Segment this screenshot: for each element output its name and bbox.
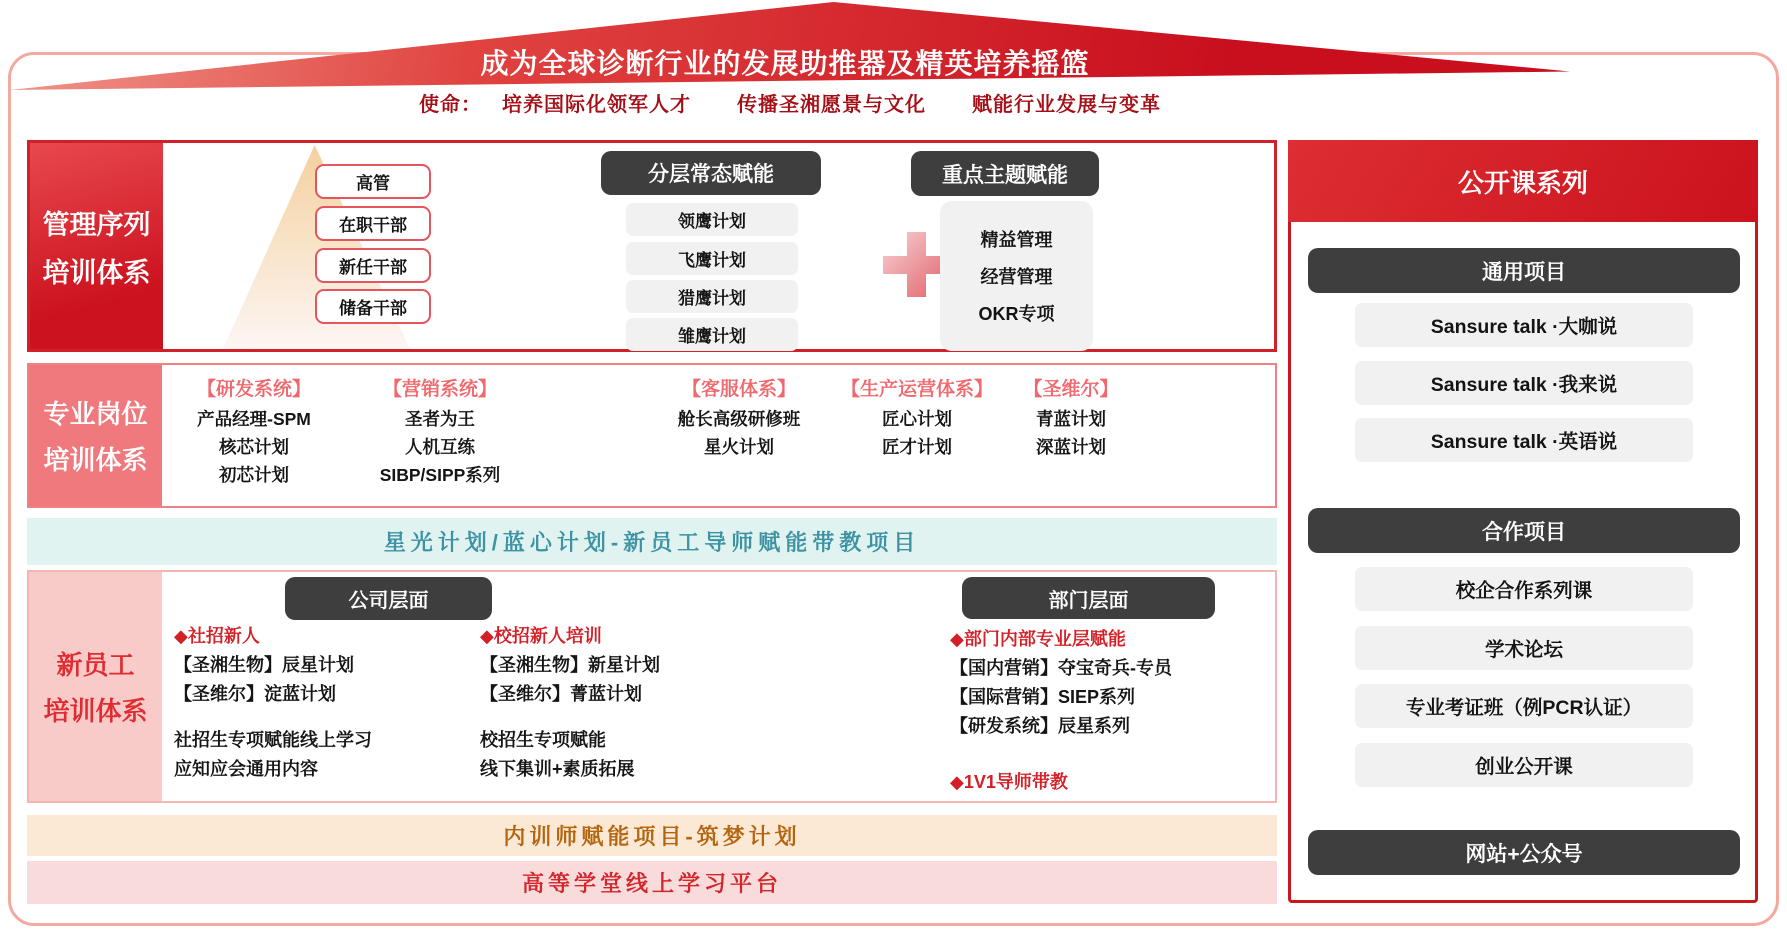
management-section — [27, 140, 1277, 352]
rail-line: 新员工 — [56, 650, 135, 680]
column-item: 圣者为王 — [405, 409, 475, 429]
key-theme-program: OKR专项 — [978, 304, 1055, 324]
mentor-1v1-label: ◆1V1导师带教 — [950, 772, 1068, 792]
new-employee-rail — [29, 572, 162, 801]
column-header: 【客服体系】 — [681, 379, 796, 400]
general-project-item: Sansure talk ·大咖说 — [1355, 303, 1693, 347]
learning-platform-banner: 高等学堂线上学习平台 — [27, 861, 1277, 904]
layered-program: 领鹰计划 — [626, 203, 798, 236]
new-employee-section — [27, 570, 1277, 803]
trainer-program-banner: 内训师赋能项目-筑梦计划 — [27, 815, 1277, 856]
column-item: 【圣湘生物】新星计划 — [480, 655, 660, 675]
column-item: 【研发系统】辰星系列 — [950, 716, 1130, 736]
professional-column-rd — [197, 374, 311, 489]
department-column — [950, 625, 1172, 797]
column-note: 校招生专项赋能 — [480, 730, 606, 750]
rail-line: 培训体系 — [42, 257, 151, 288]
column-item: 核芯计划 — [218, 437, 289, 457]
general-project-item: Sansure talk ·我来说 — [1355, 361, 1693, 405]
column-title: ◆社招新人 — [174, 626, 260, 646]
key-theme-program: 精益管理 — [980, 230, 1053, 250]
cooperation-project-item: 创业公开课 — [1355, 743, 1693, 787]
campus-recruit-column — [480, 622, 660, 784]
column-header: 【生产运营体系】 — [840, 379, 994, 400]
key-theme-header: 重点主题赋能 — [911, 151, 1099, 196]
column-item: 【圣维尔】菁蓝计划 — [480, 684, 642, 704]
professional-column-service — [678, 374, 801, 461]
layered-program: 雏鹰计划 — [626, 318, 798, 351]
column-item: 舱长高级研修班 — [677, 409, 801, 429]
key-theme-box — [940, 201, 1093, 351]
rail-line: 培训体系 — [43, 445, 148, 475]
column-item: 【圣湘生物】辰星计划 — [174, 655, 354, 675]
column-note: 应知应会通用内容 — [174, 759, 318, 779]
column-item: 匠心计划 — [881, 409, 952, 429]
column-header: 【圣维尔】 — [1023, 379, 1119, 400]
column-title: ◆校招新人培训 — [480, 626, 602, 646]
social-recruit-column — [174, 622, 372, 784]
rail-line: 培训体系 — [43, 696, 148, 726]
layered-enablement-header: 分层常态赋能 — [601, 151, 821, 195]
company-level-header: 公司层面 — [285, 577, 492, 620]
general-project-item: Sansure talk ·英语说 — [1355, 418, 1693, 462]
open-course-panel — [1288, 140, 1758, 903]
mission-item: 赋能行业发展与变革 — [972, 94, 1161, 116]
cooperation-project-item: 学术论坛 — [1355, 626, 1693, 670]
column-item: 初芯计划 — [218, 465, 289, 485]
management-rail — [30, 143, 163, 349]
rail-line: 管理序列 — [42, 209, 151, 240]
mission-item: 培养国际化领军人才 — [502, 94, 691, 116]
layered-program: 猎鹰计划 — [626, 280, 798, 313]
professional-column-shengweier — [1023, 374, 1118, 461]
pyramid-level: 在职干部 — [315, 206, 431, 241]
website-wechat-header: 网站+公众号 — [1308, 830, 1740, 875]
pyramid-level: 新任干部 — [315, 248, 431, 283]
layered-program: 飞鹰计划 — [626, 242, 798, 275]
cooperation-projects-header: 合作项目 — [1308, 508, 1740, 553]
mission-label: 使命： — [419, 94, 482, 116]
column-item: 深蓝计划 — [1035, 437, 1106, 457]
professional-rail — [29, 365, 162, 506]
column-header: 【营销系统】 — [382, 379, 497, 400]
column-note: 社招生专项赋能线上学习 — [174, 730, 372, 750]
mission-item: 传播圣湘愿景与文化 — [737, 94, 926, 116]
rail-line: 专业岗位 — [43, 399, 148, 429]
cooperation-project-item: 校企合作系列课 — [1355, 567, 1693, 611]
column-item: 匠才计划 — [881, 437, 952, 457]
key-theme-program: 经营管理 — [980, 267, 1053, 287]
vision-title: 成为全球诊断行业的发展助推器及精英培养摇篮 — [480, 48, 1090, 79]
professional-column-operations — [841, 374, 993, 461]
column-header: 【研发系统】 — [196, 379, 312, 400]
column-item: 【国际营销】SIEP系列 — [950, 687, 1136, 707]
column-item: 人机互练 — [405, 437, 475, 457]
column-item: 星火计划 — [704, 437, 774, 457]
column-title: ◆部门内部专业层赋能 — [950, 629, 1126, 649]
open-course-title: 公开课系列 — [1288, 140, 1758, 222]
column-item: 【国内营销】夺宝奇兵-专员 — [950, 658, 1172, 678]
professional-section — [27, 363, 1277, 508]
column-item: SIBP/SIPP系列 — [379, 465, 501, 485]
column-item: 【圣维尔】淀蓝计划 — [174, 684, 336, 704]
department-level-header: 部门层面 — [962, 577, 1215, 619]
column-item: 产品经理-SPM — [197, 409, 311, 429]
mentor-program-banner: 星光计划/蓝心计划-新员工导师赋能带教项目 — [27, 518, 1277, 565]
pyramid-level: 储备干部 — [315, 289, 431, 324]
general-projects-header: 通用项目 — [1308, 248, 1740, 293]
pyramid-level: 高管 — [315, 164, 431, 199]
cooperation-project-item: 专业考证班（例PCR认证） — [1355, 684, 1693, 728]
column-note: 线下集训+素质拓展 — [480, 759, 635, 779]
column-item: 青蓝计划 — [1035, 409, 1106, 429]
professional-column-marketing — [380, 374, 501, 489]
mission-statement — [0, 88, 1580, 117]
